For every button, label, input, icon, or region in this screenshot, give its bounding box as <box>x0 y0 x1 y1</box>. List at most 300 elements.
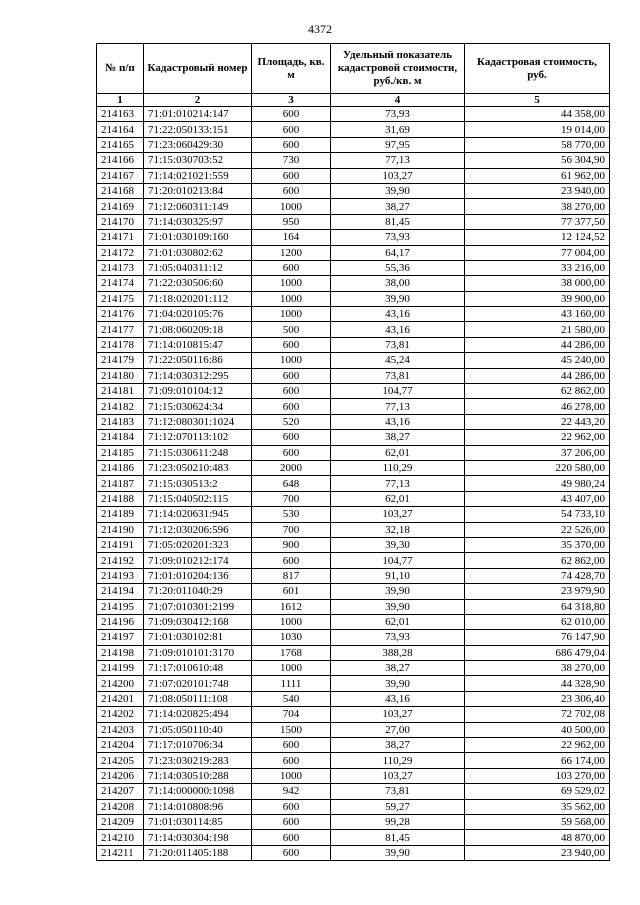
cadastral-number-cell: 71:22:050133:151 <box>144 122 252 137</box>
unit-rate-cell: 77,13 <box>331 399 465 414</box>
cadastral-cost-cell: 38 000,00 <box>465 276 610 291</box>
row-number-cell: 214209 <box>97 814 144 829</box>
table-row <box>97 368 610 383</box>
area-cell: 600 <box>252 445 331 460</box>
unit-rate-cell: 43,16 <box>331 322 465 337</box>
unit-rate-cell: 39,90 <box>331 183 465 198</box>
unit-rate-cell: 62,01 <box>331 445 465 460</box>
cadastral-number-cell: 71:23:030219:283 <box>144 753 252 768</box>
cadastral-cost-cell: 77 377,50 <box>465 214 610 229</box>
area-cell: 817 <box>252 568 331 583</box>
table-row <box>97 814 610 829</box>
table-row <box>97 522 610 537</box>
row-number-cell: 214181 <box>97 384 144 399</box>
unit-rate-cell: 77,13 <box>331 476 465 491</box>
table-row <box>97 507 610 522</box>
area-cell: 1200 <box>252 245 331 260</box>
cadastral-number-cell: 71:14:030325:97 <box>144 214 252 229</box>
table-row <box>97 584 610 599</box>
area-cell: 530 <box>252 507 331 522</box>
table-row <box>97 107 610 122</box>
unit-rate-cell: 62,01 <box>331 614 465 629</box>
area-cell: 1030 <box>252 630 331 645</box>
row-number-cell: 214201 <box>97 691 144 706</box>
row-number-cell: 214185 <box>97 445 144 460</box>
table-row <box>97 153 610 168</box>
unit-rate-cell: 110,29 <box>331 460 465 475</box>
row-number-cell: 214194 <box>97 584 144 599</box>
table-row <box>97 691 610 706</box>
table-header-row <box>97 44 610 94</box>
cadastral-cost-cell: 61 962,00 <box>465 168 610 183</box>
cadastral-cost-cell: 12 124,52 <box>465 230 610 245</box>
unit-rate-cell: 38,27 <box>331 199 465 214</box>
cadastral-number-cell: 71:09:010104:12 <box>144 384 252 399</box>
cadastral-cost-cell: 49 980,24 <box>465 476 610 491</box>
area-cell: 700 <box>252 522 331 537</box>
table-row <box>97 553 610 568</box>
cadastral-cost-cell: 686 479,04 <box>465 645 610 660</box>
cadastral-number-cell: 71:22:030506:60 <box>144 276 252 291</box>
table-row <box>97 738 610 753</box>
area-cell: 600 <box>252 260 331 275</box>
cadastral-number-cell: 71:14:020631:945 <box>144 507 252 522</box>
row-number-cell: 214163 <box>97 107 144 122</box>
cadastral-number-cell: 71:05:040311:12 <box>144 260 252 275</box>
cadastral-number-cell: 71:15:030703:52 <box>144 153 252 168</box>
cadastral-number-cell: 71:17:010706:34 <box>144 738 252 753</box>
cadastral-number-cell: 71:09:030412:168 <box>144 614 252 629</box>
cadastral-number-cell: 71:14:021021:559 <box>144 168 252 183</box>
cadastral-cost-cell: 62 010,00 <box>465 614 610 629</box>
table-row <box>97 722 610 737</box>
table-row <box>97 707 610 722</box>
cadastral-cost-cell: 220 580,00 <box>465 460 610 475</box>
area-cell: 600 <box>252 168 331 183</box>
table-row <box>97 414 610 429</box>
area-cell: 600 <box>252 814 331 829</box>
table-row <box>97 630 610 645</box>
cadastral-number-cell: 71:14:010815:47 <box>144 337 252 352</box>
table-row <box>97 845 610 860</box>
cadastral-number-cell: 71:12:030206:596 <box>144 522 252 537</box>
unit-rate-cell: 104,77 <box>331 384 465 399</box>
unit-rate-cell: 73,93 <box>331 230 465 245</box>
unit-rate-cell: 73,81 <box>331 368 465 383</box>
table-row <box>97 568 610 583</box>
unit-rate-cell: 43,16 <box>331 307 465 322</box>
row-number-cell: 214174 <box>97 276 144 291</box>
row-number-cell: 214192 <box>97 553 144 568</box>
table-row <box>97 599 610 614</box>
cadastral-cost-cell: 58 770,00 <box>465 137 610 152</box>
cadastral-cost-cell: 22 962,00 <box>465 430 610 445</box>
row-number-cell: 214177 <box>97 322 144 337</box>
row-number-cell: 214208 <box>97 799 144 814</box>
cadastral-cost-cell: 39 900,00 <box>465 291 610 306</box>
row-number-cell: 214167 <box>97 168 144 183</box>
header-row-number: № п/п <box>97 44 144 94</box>
cadastral-number-cell: 71:01:010204:136 <box>144 568 252 583</box>
cadastral-cost-cell: 38 270,00 <box>465 199 610 214</box>
cadastral-number-cell: 71:15:030611:248 <box>144 445 252 460</box>
cadastral-number-cell: 71:20:011405:188 <box>144 845 252 860</box>
unit-rate-cell: 73,81 <box>331 337 465 352</box>
cadastral-cost-cell: 56 304,90 <box>465 153 610 168</box>
row-number-cell: 214179 <box>97 353 144 368</box>
row-number-cell: 214164 <box>97 122 144 137</box>
cadastral-cost-cell: 62 862,00 <box>465 384 610 399</box>
unit-rate-cell: 103,27 <box>331 707 465 722</box>
area-cell: 1000 <box>252 199 331 214</box>
unit-rate-cell: 31,69 <box>331 122 465 137</box>
cadastral-number-cell: 71:23:050210:483 <box>144 460 252 475</box>
row-number-cell: 214191 <box>97 537 144 552</box>
cadastral-number-cell: 71:05:020201:323 <box>144 537 252 552</box>
area-cell: 600 <box>252 107 331 122</box>
row-number-cell: 214182 <box>97 399 144 414</box>
unit-rate-cell: 388,28 <box>331 645 465 660</box>
unit-rate-cell: 27,00 <box>331 722 465 737</box>
unit-rate-cell: 99,28 <box>331 814 465 829</box>
area-cell: 900 <box>252 537 331 552</box>
area-cell: 601 <box>252 584 331 599</box>
cadastral-number-cell: 71:12:070113:102 <box>144 430 252 445</box>
area-cell: 1000 <box>252 276 331 291</box>
area-cell: 600 <box>252 830 331 845</box>
area-cell: 600 <box>252 384 331 399</box>
unit-rate-cell: 97,95 <box>331 137 465 152</box>
cadastral-cost-cell: 66 174,00 <box>465 753 610 768</box>
cadastral-cost-cell: 19 014,00 <box>465 122 610 137</box>
cadastral-cost-cell: 23 940,00 <box>465 183 610 198</box>
cadastral-number-cell: 71:15:030624:34 <box>144 399 252 414</box>
unit-rate-cell: 104,77 <box>331 553 465 568</box>
cadastral-number-cell: 71:12:080301:1024 <box>144 414 252 429</box>
area-cell: 1000 <box>252 353 331 368</box>
row-number-cell: 214210 <box>97 830 144 845</box>
area-cell: 600 <box>252 368 331 383</box>
table-row <box>97 661 610 676</box>
cadastral-number-cell: 71:15:040502:115 <box>144 491 252 506</box>
cadastral-number-cell: 71:22:050116:86 <box>144 353 252 368</box>
unit-rate-cell: 73,93 <box>331 107 465 122</box>
unit-rate-cell: 103,27 <box>331 168 465 183</box>
area-cell: 520 <box>252 414 331 429</box>
cadastral-cost-cell: 21 580,00 <box>465 322 610 337</box>
cadastral-cost-cell: 76 147,90 <box>465 630 610 645</box>
cadastral-number-cell: 71:05:050110:40 <box>144 722 252 737</box>
unit-rate-cell: 38,27 <box>331 430 465 445</box>
area-cell: 950 <box>252 214 331 229</box>
table-row <box>97 137 610 152</box>
area-cell: 730 <box>252 153 331 168</box>
unit-rate-cell: 43,16 <box>331 414 465 429</box>
row-number-cell: 214202 <box>97 707 144 722</box>
row-number-cell: 214183 <box>97 414 144 429</box>
cadastral-cost-cell: 45 240,00 <box>465 353 610 368</box>
unit-rate-cell: 39,90 <box>331 845 465 860</box>
table-row <box>97 537 610 552</box>
area-cell: 540 <box>252 691 331 706</box>
unit-rate-cell: 103,27 <box>331 768 465 783</box>
row-number-cell: 214188 <box>97 491 144 506</box>
area-cell: 164 <box>252 230 331 245</box>
cadastral-number-cell: 71:01:030109:160 <box>144 230 252 245</box>
table-row <box>97 214 610 229</box>
cadastral-cost-cell: 69 529,02 <box>465 784 610 799</box>
table-row <box>97 322 610 337</box>
row-number-cell: 214199 <box>97 661 144 676</box>
area-cell: 1000 <box>252 307 331 322</box>
cadastral-cost-cell: 59 568,00 <box>465 814 610 829</box>
column-number: 4 <box>331 94 465 107</box>
cadastral-cost-cell: 54 733,10 <box>465 507 610 522</box>
area-cell: 704 <box>252 707 331 722</box>
cadastral-cost-cell: 43 407,00 <box>465 491 610 506</box>
unit-rate-cell: 39,90 <box>331 291 465 306</box>
cadastral-number-cell: 71:01:030802:62 <box>144 245 252 260</box>
unit-rate-cell: 39,90 <box>331 584 465 599</box>
area-cell: 600 <box>252 137 331 152</box>
unit-rate-cell: 91,10 <box>331 568 465 583</box>
unit-rate-cell: 62,01 <box>331 491 465 506</box>
table-row <box>97 168 610 183</box>
cadastral-cost-cell: 23 979,90 <box>465 584 610 599</box>
table-row <box>97 430 610 445</box>
row-number-cell: 214166 <box>97 153 144 168</box>
unit-rate-cell: 43,16 <box>331 691 465 706</box>
table-row <box>97 784 610 799</box>
area-cell: 1000 <box>252 614 331 629</box>
table-row <box>97 460 610 475</box>
cadastral-cost-cell: 44 286,00 <box>465 368 610 383</box>
area-cell: 1000 <box>252 768 331 783</box>
column-number-row <box>97 94 610 107</box>
row-number-cell: 214206 <box>97 768 144 783</box>
area-cell: 700 <box>252 491 331 506</box>
table-row <box>97 753 610 768</box>
table-row <box>97 291 610 306</box>
unit-rate-cell: 39,90 <box>331 676 465 691</box>
column-number: 5 <box>465 94 610 107</box>
row-number-cell: 214190 <box>97 522 144 537</box>
area-cell: 600 <box>252 430 331 445</box>
cadastral-number-cell: 71:12:060311:149 <box>144 199 252 214</box>
table-row <box>97 384 610 399</box>
cadastral-number-cell: 71:20:011040:29 <box>144 584 252 599</box>
row-number-cell: 214203 <box>97 722 144 737</box>
row-number-cell: 214169 <box>97 199 144 214</box>
cadastral-number-cell: 71:14:000000:1098 <box>144 784 252 799</box>
table-row <box>97 445 610 460</box>
area-cell: 600 <box>252 399 331 414</box>
table-row <box>97 768 610 783</box>
row-number-cell: 214200 <box>97 676 144 691</box>
table-row <box>97 476 610 491</box>
unit-rate-cell: 32,18 <box>331 522 465 537</box>
unit-rate-cell: 38,27 <box>331 661 465 676</box>
cadastral-number-cell: 71:14:030304:198 <box>144 830 252 845</box>
row-number-cell: 214186 <box>97 460 144 475</box>
cadastral-number-cell: 71:14:030510:288 <box>144 768 252 783</box>
table-row <box>97 676 610 691</box>
cadastral-cost-cell: 103 270,00 <box>465 768 610 783</box>
cadastral-cost-cell: 72 702,08 <box>465 707 610 722</box>
table-row <box>97 645 610 660</box>
row-number-cell: 214207 <box>97 784 144 799</box>
unit-rate-cell: 45,24 <box>331 353 465 368</box>
area-cell: 1768 <box>252 645 331 660</box>
unit-rate-cell: 77,13 <box>331 153 465 168</box>
cadastral-table <box>96 43 610 861</box>
cadastral-cost-cell: 44 286,00 <box>465 337 610 352</box>
area-cell: 600 <box>252 553 331 568</box>
row-number-cell: 214176 <box>97 307 144 322</box>
cadastral-number-cell: 71:01:010214:147 <box>144 107 252 122</box>
area-cell: 942 <box>252 784 331 799</box>
row-number-cell: 214204 <box>97 738 144 753</box>
area-cell: 600 <box>252 337 331 352</box>
cadastral-cost-cell: 64 318,80 <box>465 599 610 614</box>
row-number-cell: 214168 <box>97 183 144 198</box>
area-cell: 1000 <box>252 661 331 676</box>
unit-rate-cell: 64,17 <box>331 245 465 260</box>
row-number-cell: 214193 <box>97 568 144 583</box>
header-cadastral-number: Кадастровый номер <box>144 44 252 94</box>
cadastral-cost-cell: 22 962,00 <box>465 738 610 753</box>
cadastral-number-cell: 71:04:020105:76 <box>144 307 252 322</box>
table-row <box>97 353 610 368</box>
unit-rate-cell: 81,45 <box>331 830 465 845</box>
table-row <box>97 245 610 260</box>
cadastral-cost-cell: 33 216,00 <box>465 260 610 275</box>
table-row <box>97 183 610 198</box>
table-row <box>97 337 610 352</box>
column-number: 3 <box>252 94 331 107</box>
header-cadastral-cost: Кадастровая стоимость, руб. <box>465 44 610 94</box>
area-cell: 500 <box>252 322 331 337</box>
unit-rate-cell: 81,45 <box>331 214 465 229</box>
row-number-cell: 214187 <box>97 476 144 491</box>
row-number-cell: 214165 <box>97 137 144 152</box>
area-cell: 648 <box>252 476 331 491</box>
row-number-cell: 214178 <box>97 337 144 352</box>
row-number-cell: 214197 <box>97 630 144 645</box>
area-cell: 600 <box>252 122 331 137</box>
unit-rate-cell: 55,36 <box>331 260 465 275</box>
cadastral-number-cell: 71:17:010610:48 <box>144 661 252 676</box>
row-number-cell: 214172 <box>97 245 144 260</box>
row-number-cell: 214171 <box>97 230 144 245</box>
unit-rate-cell: 110,29 <box>331 753 465 768</box>
cadastral-cost-cell: 35 370,00 <box>465 537 610 552</box>
row-number-cell: 214205 <box>97 753 144 768</box>
row-number-cell: 214195 <box>97 599 144 614</box>
unit-rate-cell: 103,27 <box>331 507 465 522</box>
table-row <box>97 199 610 214</box>
cadastral-number-cell: 71:08:060209:18 <box>144 322 252 337</box>
cadastral-number-cell: 71:09:010101:3170 <box>144 645 252 660</box>
table-row <box>97 122 610 137</box>
cadastral-number-cell: 71:09:010212:174 <box>144 553 252 568</box>
header-unit-rate: Удельный показатель кадастровой стоимости, руб./кв. м <box>331 44 465 94</box>
cadastral-cost-cell: 22 526,00 <box>465 522 610 537</box>
row-number-cell: 214196 <box>97 614 144 629</box>
area-cell: 1500 <box>252 722 331 737</box>
cadastral-number-cell: 71:14:030312:295 <box>144 368 252 383</box>
cadastral-cost-cell: 43 160,00 <box>465 307 610 322</box>
area-cell: 1000 <box>252 291 331 306</box>
cadastral-cost-cell: 40 500,00 <box>465 722 610 737</box>
cadastral-cost-cell: 77 004,00 <box>465 245 610 260</box>
cadastral-cost-cell: 23 306,40 <box>465 691 610 706</box>
unit-rate-cell: 59,27 <box>331 799 465 814</box>
cadastral-cost-cell: 22 443,20 <box>465 414 610 429</box>
cadastral-cost-cell: 46 278,00 <box>465 399 610 414</box>
unit-rate-cell: 39,30 <box>331 537 465 552</box>
cadastral-number-cell: 71:15:030513:2 <box>144 476 252 491</box>
row-number-cell: 214184 <box>97 430 144 445</box>
table-row <box>97 491 610 506</box>
area-cell: 600 <box>252 799 331 814</box>
cadastral-cost-cell: 44 358,00 <box>465 107 610 122</box>
table-row <box>97 399 610 414</box>
area-cell: 600 <box>252 753 331 768</box>
unit-rate-cell: 39,90 <box>331 599 465 614</box>
unit-rate-cell: 38,27 <box>331 738 465 753</box>
cadastral-number-cell: 71:14:020825:494 <box>144 707 252 722</box>
cadastral-cost-cell: 23 940,00 <box>465 845 610 860</box>
unit-rate-cell: 38,00 <box>331 276 465 291</box>
row-number-cell: 214198 <box>97 645 144 660</box>
unit-rate-cell: 73,81 <box>331 784 465 799</box>
cadastral-cost-cell: 35 562,00 <box>465 799 610 814</box>
cadastral-cost-cell: 62 862,00 <box>465 553 610 568</box>
row-number-cell: 214175 <box>97 291 144 306</box>
cadastral-number-cell: 71:01:030114:85 <box>144 814 252 829</box>
row-number-cell: 214189 <box>97 507 144 522</box>
table-row <box>97 307 610 322</box>
table-row <box>97 614 610 629</box>
table-row <box>97 799 610 814</box>
cadastral-number-cell: 71:14:010808:96 <box>144 799 252 814</box>
area-cell: 600 <box>252 738 331 753</box>
cadastral-number-cell: 71:18:020201:112 <box>144 291 252 306</box>
cadastral-cost-cell: 37 206,00 <box>465 445 610 460</box>
area-cell: 1111 <box>252 676 331 691</box>
area-cell: 600 <box>252 183 331 198</box>
row-number-cell: 214170 <box>97 214 144 229</box>
area-cell: 1612 <box>252 599 331 614</box>
unit-rate-cell: 73,93 <box>331 630 465 645</box>
cadastral-cost-cell: 74 428,70 <box>465 568 610 583</box>
table-body <box>97 107 610 861</box>
column-number: 1 <box>97 94 144 107</box>
cadastral-number-cell: 71:01:030102:81 <box>144 630 252 645</box>
row-number-cell: 214180 <box>97 368 144 383</box>
column-number: 2 <box>144 94 252 107</box>
header-area: Площадь, кв. м <box>252 44 331 94</box>
cadastral-number-cell: 71:20:010213:84 <box>144 183 252 198</box>
page-number: 4372 <box>308 22 332 36</box>
table-row <box>97 830 610 845</box>
cadastral-number-cell: 71:07:020101:748 <box>144 676 252 691</box>
row-number-cell: 214173 <box>97 260 144 275</box>
cadastral-cost-cell: 38 270,00 <box>465 661 610 676</box>
cadastral-number-cell: 71:23:060429:30 <box>144 137 252 152</box>
table-row <box>97 260 610 275</box>
